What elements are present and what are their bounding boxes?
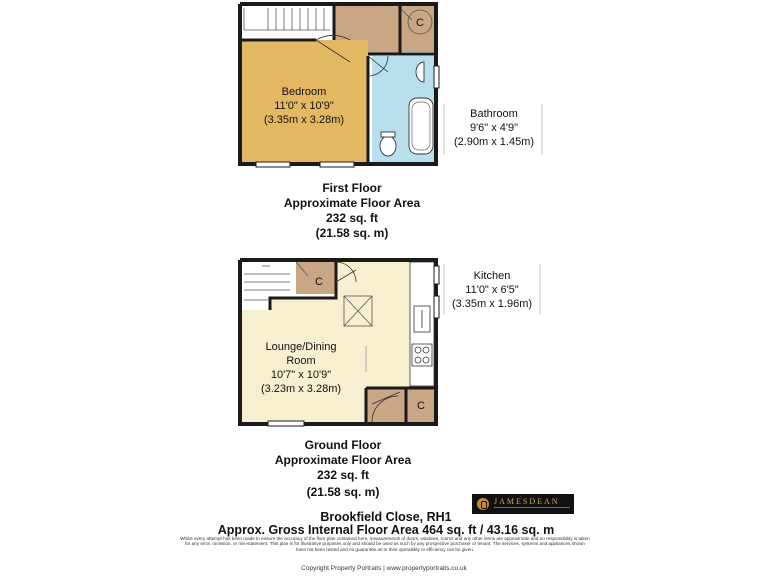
agent-logo-divider <box>494 507 570 508</box>
disclaimer: Whilst every attempt has been made to ensure the accuracy of the floor plan contained here, measurements of doors, windows, rooms and any other items are approximate and no responsibility is taken for any error, omission, or mis-statement. This plan is for illustrative purposes only and should be used as such by any prospective purchaser or tenant. The services, systems and appliances shown have not been tested and no guarantee as to their operability or efficiency can be given. <box>180 536 590 552</box>
lounge-name-line2: Room <box>286 355 316 367</box>
hall-cupboard-label: C <box>417 400 425 412</box>
ground-floor-area-sqm: (21.58 sq. m) <box>306 485 380 499</box>
kitchen-name: Kitchen <box>473 270 511 282</box>
ground-floor-title: Ground Floor <box>304 438 382 452</box>
bedroom-name: Bedroom <box>281 86 327 98</box>
bathroom-size-imperial: 9'6" x 4'9" <box>469 122 519 134</box>
understairs-cupboard-label: C <box>315 276 323 288</box>
first-floor-title: First Floor <box>322 181 382 195</box>
bedroom-size-metric: (3.35m x 3.28m) <box>263 114 345 126</box>
kitchen-units <box>410 262 434 386</box>
bedroom-size-imperial: 11'0" x 10'9" <box>274 100 334 112</box>
first-floor-cupboard-label: C <box>416 17 424 29</box>
stairwell-area <box>240 6 334 40</box>
agent-logo <box>472 494 574 514</box>
bathroom-size-metric: (2.90m x 1.45m) <box>453 136 535 148</box>
toilet-icon <box>380 136 396 156</box>
ground-floor-plan <box>240 260 540 499</box>
first-floor-area-sqft: 232 sq. ft <box>325 211 379 225</box>
agent-logo-badge-icon <box>477 498 489 510</box>
first-floor-area-sqm: (21.58 sq. m) <box>315 226 389 240</box>
kitchen-size-imperial: 11'0" x 6'5" <box>465 284 519 296</box>
bathroom-name: Bathroom <box>470 108 518 120</box>
agent-logo-name: JAMESDEAN <box>494 497 560 506</box>
total-floor-area: Approx. Gross Internal Floor Area 464 sq. ft / 43.16 sq. m <box>217 523 555 537</box>
copyright: Copyright Property Portraits | www.propertyportraits.co.uk <box>301 565 467 572</box>
address: Brookfield Close, RH1 <box>320 510 452 524</box>
kitchen-size-metric: (3.35m x 1.96m) <box>451 298 533 310</box>
lounge-size-imperial: 10'7" x 10'9" <box>270 369 332 381</box>
hall-area <box>366 388 406 422</box>
ground-floor-area-label: Approximate Floor Area <box>274 453 412 467</box>
ground-floor-area-sqft: 232 sq. ft <box>316 468 370 482</box>
lounge-name-line1: Lounge/Dining <box>265 341 337 353</box>
hob-icon <box>412 344 432 366</box>
first-floor-plan <box>240 4 542 240</box>
lounge-size-metric: (3.23m x 3.28m) <box>260 383 342 395</box>
first-floor-area-label: Approximate Floor Area <box>283 196 421 210</box>
